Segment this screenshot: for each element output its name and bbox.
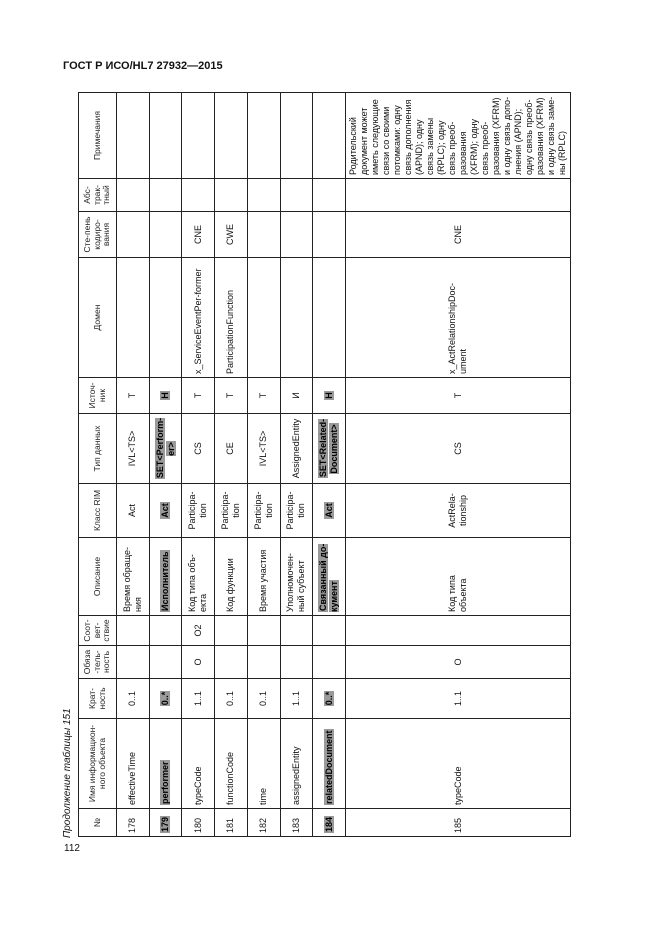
cell-abstract: [215, 179, 248, 212]
cell-src: [149, 378, 182, 414]
cell-mand: [247, 646, 280, 679]
cell-notes: [313, 93, 346, 179]
cell-dtype: CS: [182, 414, 215, 484]
cell-name: effectiveTime: [117, 719, 150, 809]
cell-coding: [247, 212, 280, 258]
cell-src: T: [346, 378, 571, 414]
cell-rim: Participa-tion: [215, 484, 248, 538]
cell-src: T: [247, 378, 280, 414]
cell-card: 1..1: [346, 679, 571, 719]
highlighted-text: 179: [160, 816, 171, 832]
highlighted-text: SET<Perform-er>: [154, 417, 176, 479]
cell-desc: Код типа объ-екта: [182, 538, 215, 616]
cell-abstract: [313, 179, 346, 212]
cell-domain: x_ActRelationshipDoc-ument: [346, 258, 571, 378]
cell-n: 182: [247, 809, 280, 837]
cell-desc: [313, 538, 346, 616]
cell-abstract: [149, 179, 182, 212]
document-header: ГОСТ Р ИСО/HL7 27932—2015: [63, 60, 223, 72]
cell-desc: Уполномочен-ный субъект: [280, 538, 313, 616]
cell-src: [313, 378, 346, 414]
cell-domain: [117, 258, 150, 378]
cell-conf: [149, 616, 182, 646]
cell-name: assignedEntity: [280, 719, 313, 809]
cell-coding: CNE: [182, 212, 215, 258]
col-header: Примечания: [79, 93, 117, 179]
cell-abstract: [280, 179, 313, 212]
cell-src: T: [117, 378, 150, 414]
cell-coding: [149, 212, 182, 258]
cell-dtype: [313, 414, 346, 484]
cell-domain: x_ServiceEventPer-former: [182, 258, 215, 378]
col-header: Тип данных: [79, 414, 117, 484]
cell-notes: Родительский документ может иметь следующие связи со своими потомками: одну связь дополнения (APND); одну связь замены (RPLC); одну связь преоб-разования (XFRM); одну связь преоб-разования (XFRM) и одну связь допо-лнения (APND); одну связь преоб-разования (XFRM) и одну связь заме-ны (RPLC): [346, 93, 571, 179]
rotated-table: [78, 93, 571, 837]
cell-rim: Participa-tion: [182, 484, 215, 538]
cell-conf: [313, 616, 346, 646]
page-number: 112: [64, 843, 80, 854]
cell-dtype: IVL<TS>: [247, 414, 280, 484]
cell-conf: [117, 616, 150, 646]
cell-rim: Act: [117, 484, 150, 538]
cell-mand: [117, 646, 150, 679]
cell-mand: O: [182, 646, 215, 679]
cell-n: 181: [215, 809, 248, 837]
cell-coding: [313, 212, 346, 258]
cell-rim: ActRela-tionship: [346, 484, 571, 538]
table-row: [346, 93, 571, 837]
col-header: Имя информацион-ного объекта: [79, 719, 117, 809]
cell-card: [313, 679, 346, 719]
cell-card: 0..1: [117, 679, 150, 719]
highlighted-text: H: [323, 392, 334, 399]
highlighted-text: 0..*: [160, 691, 171, 706]
cell-mand: [215, 646, 248, 679]
cell-abstract: [182, 179, 215, 212]
cell-conf: [280, 616, 313, 646]
cell-mand: [149, 646, 182, 679]
cell-desc: [149, 538, 182, 616]
cell-notes: [117, 93, 150, 179]
col-header: Домен: [79, 258, 117, 378]
cell-name: [149, 719, 182, 809]
data-table: [78, 92, 571, 837]
highlighted-text: relatedDocument: [323, 730, 334, 804]
highlighted-text: Исполнитель: [160, 551, 171, 611]
cell-notes: [280, 93, 313, 179]
cell-src: И: [280, 378, 313, 414]
table-row: [149, 93, 182, 837]
cell-n: 185: [346, 809, 571, 837]
cell-domain: [247, 258, 280, 378]
cell-desc: Время участия: [247, 538, 280, 616]
cell-coding: [280, 212, 313, 258]
col-header: Обяза-тель-ность: [79, 646, 117, 679]
cell-desc: Время обраще-ния: [117, 538, 150, 616]
cell-name: typeCode: [346, 719, 571, 809]
highlighted-text: performer: [160, 761, 171, 804]
cell-card: 1..1: [280, 679, 313, 719]
cell-dtype: [149, 414, 182, 484]
cell-domain: [149, 258, 182, 378]
highlighted-text: Связанный до-кумент: [318, 543, 340, 612]
table-row: [313, 93, 346, 837]
cell-notes: [247, 93, 280, 179]
cell-desc: Код типа объекта: [346, 538, 571, 616]
cell-dtype: AssignedEntity: [280, 414, 313, 484]
header-row: [79, 93, 117, 837]
highlighted-text: Act: [160, 503, 171, 518]
col-header: Абс-трак-тный: [79, 179, 117, 212]
cell-abstract: [247, 179, 280, 212]
cell-conf: [215, 616, 248, 646]
highlighted-text: H: [160, 392, 171, 399]
cell-card: 0..1: [215, 679, 248, 719]
highlighted-text: 184: [323, 816, 334, 832]
cell-domain: [313, 258, 346, 378]
cell-rim: [149, 484, 182, 538]
col-header: Сте-пень кодиро-вания: [79, 212, 117, 258]
cell-name: typeCode: [182, 719, 215, 809]
cell-src: T: [182, 378, 215, 414]
cell-dtype: IVL<TS>: [117, 414, 150, 484]
cell-name: functionCode: [215, 719, 248, 809]
cell-coding: CWE: [215, 212, 248, 258]
col-header: №: [79, 809, 117, 837]
col-header: Источ-ник: [79, 378, 117, 414]
cell-n: 180: [182, 809, 215, 837]
cell-conf: O2: [182, 616, 215, 646]
table-row: [117, 93, 150, 837]
cell-domain: ParticipationFunction: [215, 258, 248, 378]
cell-rim: [313, 484, 346, 538]
cell-rim: Participa-tion: [247, 484, 280, 538]
highlighted-text: SET<Related-Document>: [318, 418, 340, 478]
col-header: Крат-ность: [79, 679, 117, 719]
cell-dtype: CE: [215, 414, 248, 484]
highlighted-text: 0..*: [323, 691, 334, 706]
cell-n: 183: [280, 809, 313, 837]
cell-notes: [215, 93, 248, 179]
cell-mand: O: [346, 646, 571, 679]
cell-card: [149, 679, 182, 719]
cell-coding: CNE: [346, 212, 571, 258]
table-frame: [78, 93, 571, 837]
highlighted-text: Act: [323, 503, 334, 518]
table-row: [215, 93, 248, 837]
cell-n: 178: [117, 809, 150, 837]
cell-card: 0..1: [247, 679, 280, 719]
col-header: Класс RIM: [79, 484, 117, 538]
cell-rim: Participa-tion: [280, 484, 313, 538]
cell-abstract: [346, 179, 571, 212]
cell-desc: Код функции: [215, 538, 248, 616]
cell-coding: [117, 212, 150, 258]
cell-name: [313, 719, 346, 809]
cell-dtype: CS: [346, 414, 571, 484]
cell-abstract: [117, 179, 150, 212]
cell-notes: [149, 93, 182, 179]
col-header: Описание: [79, 538, 117, 616]
table-row: [280, 93, 313, 837]
table-row: [182, 93, 215, 837]
cell-conf: [346, 616, 571, 646]
cell-n: [313, 809, 346, 837]
cell-domain: [280, 258, 313, 378]
cell-conf: [247, 616, 280, 646]
table-caption: Продолжение таблицы 151: [62, 708, 73, 838]
cell-notes: [182, 93, 215, 179]
cell-card: 1..1: [182, 679, 215, 719]
cell-mand: [280, 646, 313, 679]
table-row: [247, 93, 280, 837]
col-header: Соот-вет-ствие: [79, 616, 117, 646]
cell-name: time: [247, 719, 280, 809]
cell-src: T: [215, 378, 248, 414]
cell-mand: [313, 646, 346, 679]
cell-n: [149, 809, 182, 837]
